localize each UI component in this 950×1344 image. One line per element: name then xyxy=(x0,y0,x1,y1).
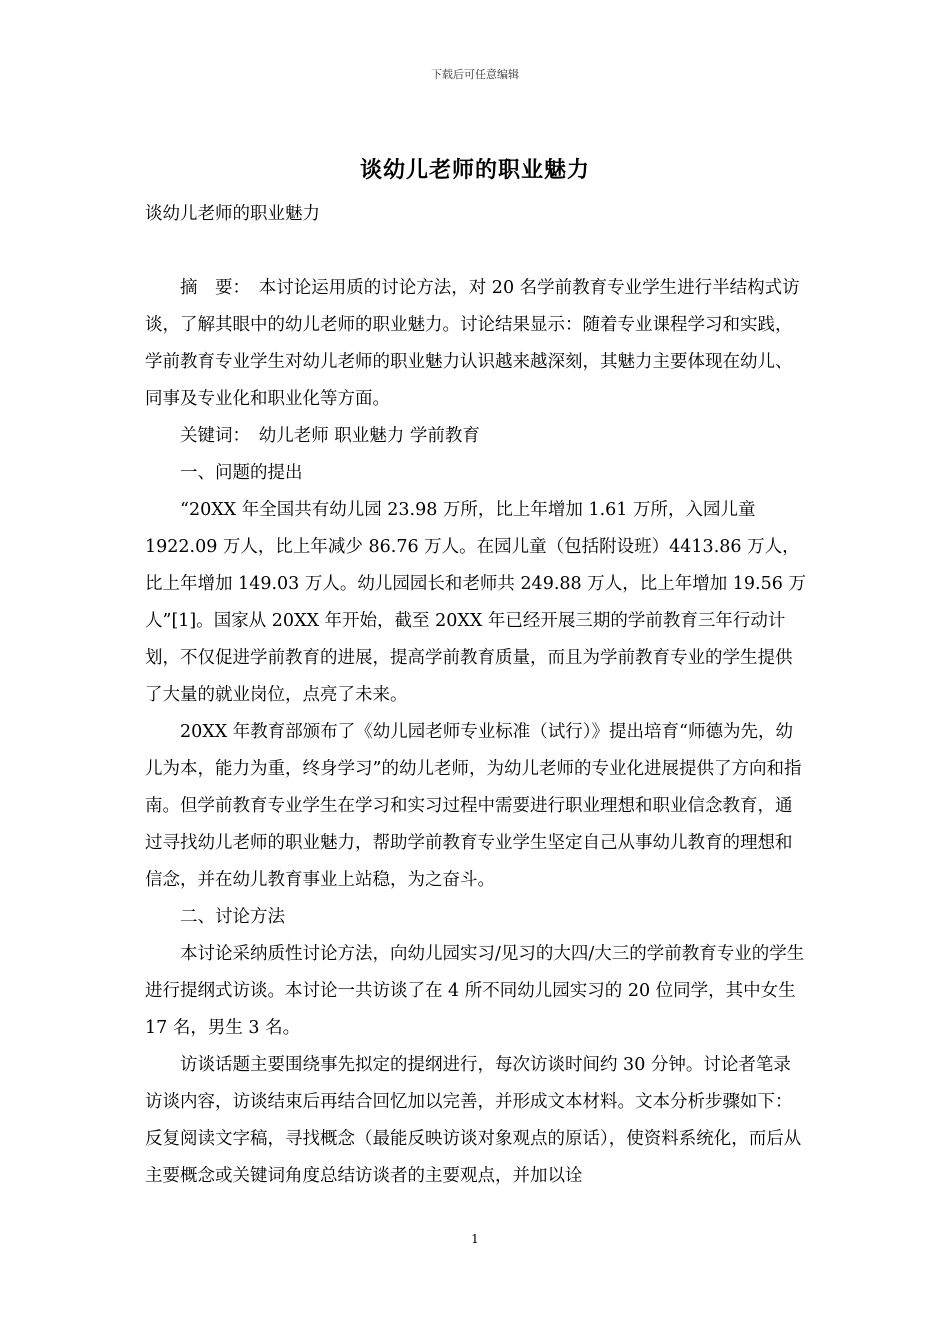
section-heading-2: 二、讨论方法 xyxy=(180,907,285,927)
document-title: 谈幼儿老师的职业魅力 xyxy=(359,157,590,183)
section1-paragraph-2: 20XX 年教育部颁布了《幼儿园老师专业标准（试行）》提出培育“师德为先，幼儿为本，能力为重，终身学习”的幼儿老师，为幼儿老师的专业化进展提供了方向和指南。但学前教育专业学生在学习和实习过程中需要进行职业理想和职业信念教育，通过寻找幼儿老师的职业魅力，帮助学前教育专业学生坚定自己从事幼儿教育的理想和信念，并在幼儿教育事业上站稳，为之奋斗。 xyxy=(145,722,802,890)
page-header: 下载后可任意编辑 xyxy=(431,68,519,81)
keywords-line: 关键词： 幼儿老师 职业魅力 学前教育 xyxy=(180,426,480,446)
section1-paragraph-1: “20XX 年全国共有幼儿园 23.98 万所，比上年增加 1.61 万所，入园儿童 1922.09 万人，比上年减少 86.76 万人。在园儿童（包括附设班）4413.86 万人，比上年增加 149.03 万人。幼儿园园长和老师共 249.88 万人，比上年增加 19.56 万人”[1]。国家从 20XX 年开始，截至 20XX 年已经开展三期的学前教育三年行动计划，不仅促进学前教育的进展，提高学前教育质量，而且为学前教育专业的学生提供了大量的就业岗位，点亮了未来。 xyxy=(145,500,806,705)
section-heading-1: 一、问题的提出 xyxy=(180,463,303,483)
document-subtitle: 谈幼儿老师的职业魅力 xyxy=(145,204,320,224)
document-body xyxy=(145,196,807,1195)
section2-paragraph-2: 访谈话题主要围绕事先拟定的提纲进行，每次访谈时间约 30 分钟。讨论者笔录访谈内容，访谈结束后再结合回忆加以完善，并形成文本材料。文本分析步骤如下：反复阅读文字稿，寻找概念（最能反映访谈对象观点的原话），使资料系统化，而后从主要概念或关键词角度总结访谈者的主要观点，并加以诠 xyxy=(145,1055,802,1186)
section2-paragraph-1: 本讨论采纳质性讨论方法，向幼儿园实习/见习的大四/大三的学前教育专业的学生进行提纲式访谈。本讨论一共访谈了在 4 所不同幼儿园实习的 20 位同学，其中女生 17 名，男生 3 名。 xyxy=(145,944,805,1038)
page-number: 1 xyxy=(471,1232,479,1246)
abstract-paragraph: 摘 要： 本讨论运用质的讨论方法，对 20 名学前教育专业学生进行半结构式访谈，了解其眼中的幼儿老师的职业魅力。讨论结果显示：随着专业课程学习和实践，学前教育专业学生对幼儿老师的职业魅力认识越来越深刻，其魅力主要体现在幼儿、同事及专业化和职业化等方面。 xyxy=(145,278,800,409)
